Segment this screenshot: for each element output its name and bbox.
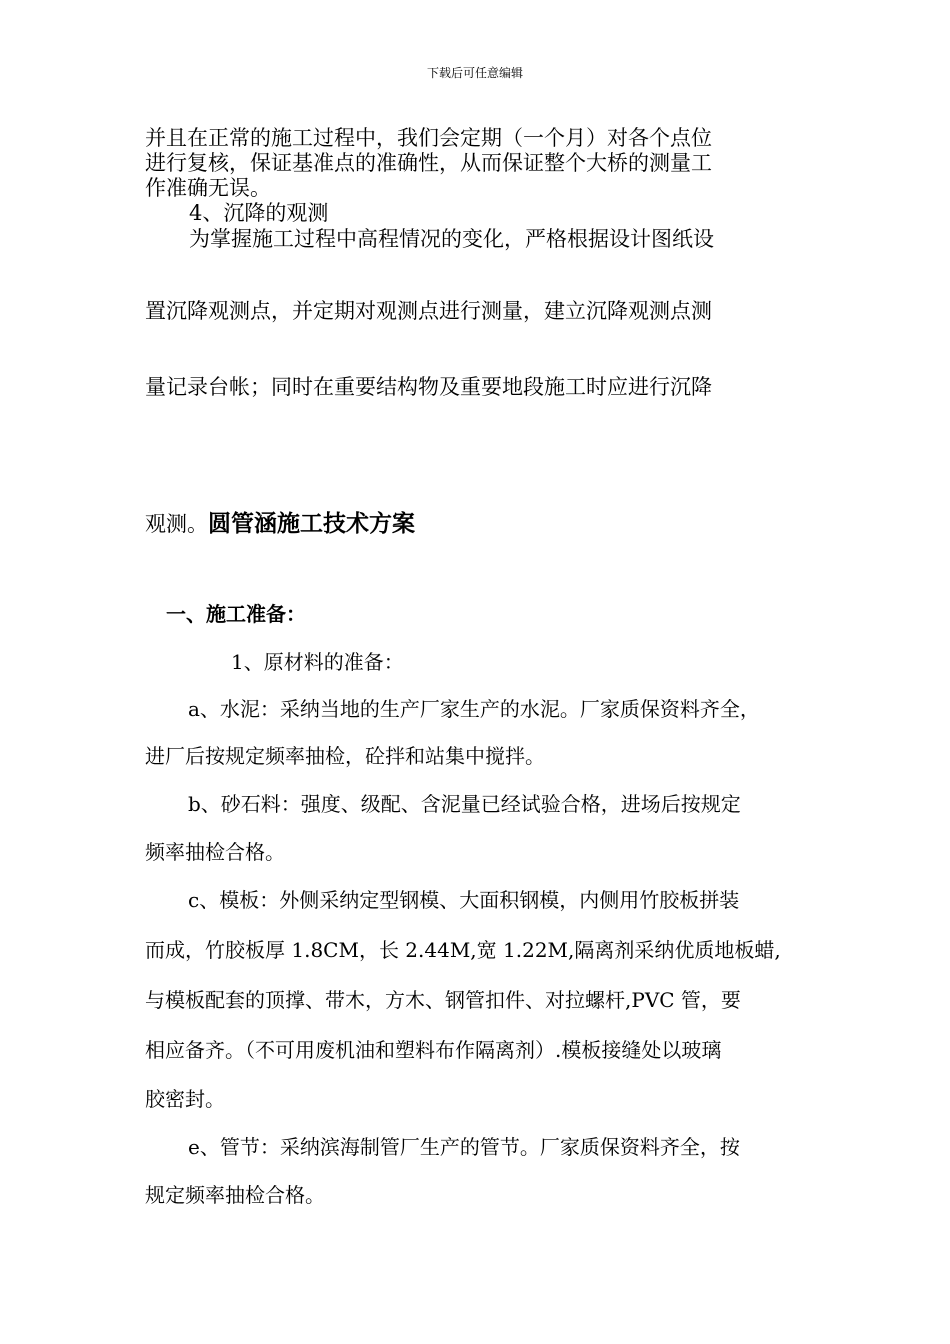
list-item-c-cont: 胶密封。	[145, 1087, 225, 1111]
paragraph-line: 作准确无误。	[145, 176, 271, 200]
list-item-c-cont: 而成，竹胶板厚 1.8CM，长 2.44M,宽 1.22M,隔离剂采纳优质地板蜡,	[145, 938, 781, 962]
list-item-b-cont: 频率抽检合格。	[145, 840, 285, 864]
document-title: 圆管涵施工技术方案	[208, 511, 415, 537]
list-item-c-cont: 与模板配套的顶撑、带木，方木、钢管扣件、对拉螺杆,PVC 管，要	[145, 988, 741, 1012]
paragraph-line: 量记录台帐；同时在重要结构物及重要地段施工时应进行沉降	[145, 375, 712, 399]
list-item-a: a、水泥：采纳当地的生产厂家生产的水泥。厂家质保资料齐全，	[188, 697, 760, 721]
list-item-e-cont: 规定频率抽检合格。	[145, 1183, 325, 1207]
sub-heading: 1、原材料的准备：	[231, 650, 404, 674]
list-item-c: c、模板：外侧采纳定型钢模、大面积钢模，内侧用竹胶板拼装	[188, 888, 740, 912]
page-header: 下载后可任意编辑	[426, 66, 523, 80]
list-item-c-cont: 相应备齐。（不可用废机油和塑料布作隔离剂）.模板接缝处以玻璃	[145, 1038, 722, 1062]
paragraph-line: 为掌握施工过程中高程情况的变化，严格根据设计图纸设	[189, 227, 714, 251]
paragraph-line: 置沉降观测点，并定期对观测点进行测量，建立沉降观测点测	[145, 299, 712, 323]
paragraph-line: 并且在正常的施工过程中，我们会定期（一个月）对各个点位	[145, 126, 712, 150]
list-item-a-cont: 进厂后按规定频率抽检，砼拌和站集中搅拌。	[145, 744, 545, 768]
list-item-e: e、管节：采纳滨海制管厂生产的管节。厂家质保资料齐全，按	[188, 1135, 740, 1159]
section-heading: 一、施工准备：	[166, 602, 306, 626]
list-item-b: b、砂石料：强度、级配、含泥量已经试验合格，进场后按规定	[188, 792, 741, 816]
paragraph-line: 进行复核，保证基准点的准确性，从而保证整个大桥的测量工	[145, 151, 712, 175]
title-line	[145, 512, 415, 536]
section-subheading: 4、沉降的观测	[189, 201, 329, 225]
paragraph-end-text: 观测。	[145, 512, 208, 536]
